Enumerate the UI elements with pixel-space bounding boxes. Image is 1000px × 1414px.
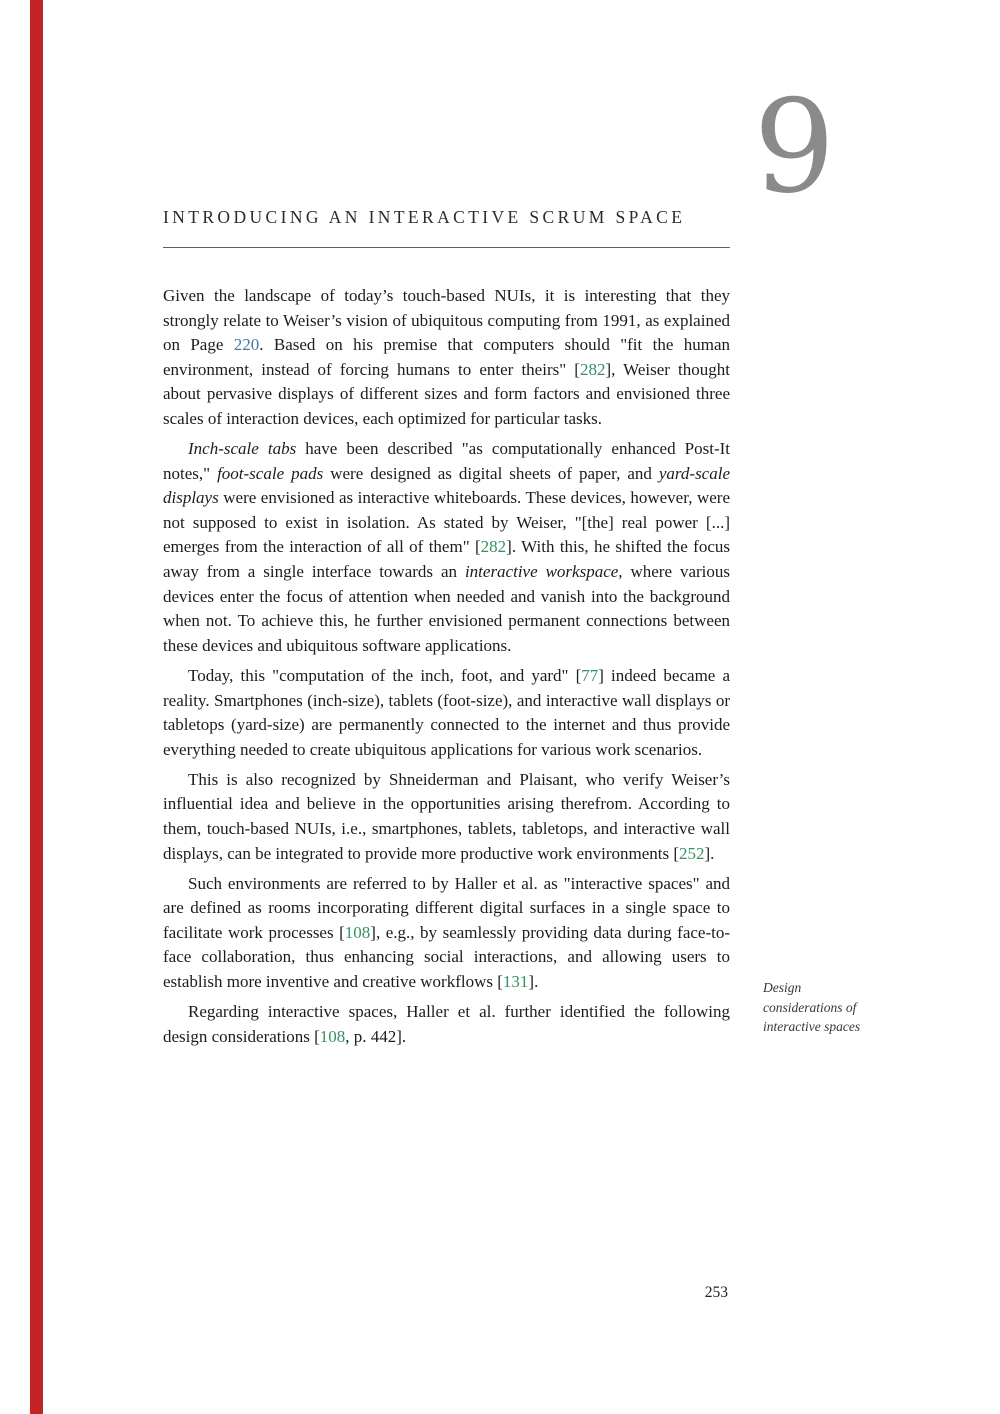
margin-note: Design considerations of interactive spaces: [763, 980, 861, 1035]
citation-ref[interactable]: 282: [579, 359, 606, 379]
text-run: ] indeed became a reality. Smartphones (inch-size), tablets (foot-size), and interactive wall displays or tabletops (yard-size) are permanently connected to the internet and thus provide everything needed to create ubiquitous applications for various work scenarios.: [163, 665, 730, 759]
text-run: , where various devices enter the focus of attention when needed and vanish into the background when not. To achieve this, he further envisioned permanent connections between these devices and ubiquitous software applications.: [163, 562, 730, 655]
paragraph-4: [163, 768, 730, 866]
citation-ref[interactable]: 108: [344, 922, 371, 942]
italic-term: Inch-scale tabs: [188, 439, 297, 459]
citation-ref[interactable]: 131: [502, 972, 529, 992]
heading-rule: [163, 247, 730, 248]
paragraph-1: [163, 284, 730, 432]
text-run: Given the landscape of today’s touch-based NUIs, it is interesting that they strongly relate to Weiser’s vision of ubiquitous computing from 1991, as explained on Page: [163, 286, 730, 355]
page-ref-link[interactable]: 220: [233, 335, 260, 355]
citation-ref[interactable]: 252: [679, 843, 705, 863]
text-run: , p. 442].: [345, 1026, 407, 1046]
paragraph-5: [163, 872, 730, 995]
citation-ref[interactable]: 282: [480, 537, 507, 557]
body-column: [163, 284, 730, 1055]
text-run: ]. With this, he shifted the focus away from a single interface towards an: [163, 537, 730, 582]
text-run: This is also recognized by Shneiderman and Plaisant, who verify Weiser’s influential idea and believe in the opportunities arising therefrom. According to them, touch-based NUIs, i.e., smartphones, tablets, tabletops, and interactive wall displays, can be integrated to provide more productive work environments [: [163, 769, 730, 863]
italic-term: interactive workspace: [464, 562, 619, 582]
text-run: Regarding interactive spaces, Haller et al. further identified the following design considerations [: [163, 1002, 730, 1046]
text-run: . Based on his premise that computers should "fit the human environment, instead of forcing humans to enter theirs" [: [163, 335, 730, 379]
chapter-heading: INTRODUCING AN INTERACTIVE SCRUM SPACE: [163, 207, 686, 227]
paragraph-2: [163, 437, 730, 658]
text-run: ], e.g., by seamlessly providing data during face-to-face collaboration, thus enhancing social interactions, and allowing users to establish more inventive and creative workflows [: [163, 922, 731, 992]
text-run: ].: [704, 843, 715, 863]
paragraph-3: [163, 664, 730, 762]
italic-term: yard-scale displays: [163, 463, 730, 508]
paragraph-6: [163, 1000, 730, 1049]
citation-ref[interactable]: 77: [581, 665, 599, 685]
text-run: were envisioned as interactive whiteboards. These devices, however, were not supposed to exist in isolation. As stated by Weiser, "[the] real power [...] emerges from the interaction of all of them" [: [163, 488, 730, 557]
text-run: ].: [528, 972, 539, 992]
page-edge-red-bar: [30, 0, 43, 1414]
page-number: 253: [704, 1284, 728, 1301]
text-run: ], Weiser thought about pervasive displays of different sizes and form factors and envisioned three scales of interaction devices, each optimized for particular tasks.: [163, 359, 731, 428]
text-run: were designed as digital sheets of paper, and: [323, 463, 659, 483]
text-run: have been described "as computationally enhanced Post-It notes,": [163, 439, 730, 483]
chapter-number: 9: [753, 73, 835, 222]
text-run: Such environments are referred to by Haller et al. as "interactive spaces" and are defined as rooms incorporating different digital surfaces in a single space to facilitate work processes [: [163, 873, 730, 942]
text-run: Today, this "computation of the inch, foot, and yard" [: [188, 665, 582, 685]
italic-term: foot-scale pads: [217, 463, 324, 483]
citation-ref[interactable]: 108: [319, 1026, 346, 1046]
